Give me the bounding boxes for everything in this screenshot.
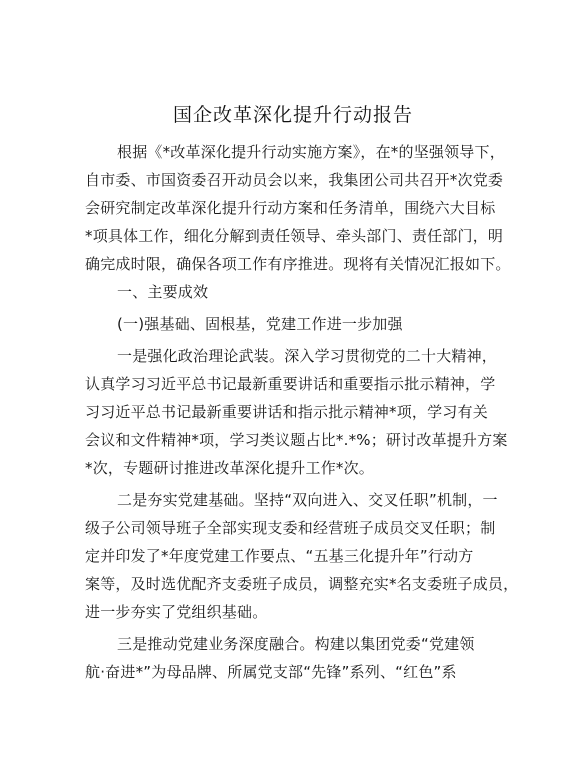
- para2-line-2: 级子公司领导班子全部实现支委和经营班子成员交叉任职；制: [85, 519, 496, 537]
- intro-line-1: 根据《*改革深化提升行动实施方案》，在*的坚强领导下，: [117, 143, 505, 161]
- para1-line-5: *次，专题研讨推进改革深化提升工作*次。: [85, 459, 375, 477]
- para1-line-4: 会议和文件精神*项，学习类议题占比*.*%；研讨改革提升方案: [85, 431, 508, 449]
- intro-line-2: 自市委、市国资委召开动员会以来，我集团公司共召开*次党委: [85, 171, 504, 189]
- document-title: 国企改革深化提升行动报告: [172, 104, 413, 126]
- para2-line-3: 定并印发了*年度党建工作要点、“五基三化提升年”行动方: [85, 547, 474, 565]
- para2-line-1: 二是夯实党建基础。坚持“双向进入、交叉任职”机制，一: [117, 491, 498, 509]
- intro-line-4: *项具体工作，细化分解到责任领导、牵头部门、责任部门，明: [85, 227, 504, 245]
- para2-line-4: 案等，及时选优配齐支委班子成员，调整充实*名支委班子成员，: [85, 575, 519, 593]
- para1-line-3: 习习近平总书记最新重要讲话和指示批示精神*项，学习有关: [85, 403, 488, 421]
- para2-line-5: 进一步夯实了党组织基础。: [85, 603, 268, 621]
- intro-line-3: 会研究制定改革深化提升行动方案和任务清单，围绕六大目标: [85, 199, 496, 217]
- subsection-heading: (一)强基础、固根基，党建工作进一步加强: [117, 315, 403, 333]
- para3-line-2: 航·奋进*”为母品牌、所属党支部“先锋”系列、“红色”系: [85, 663, 457, 681]
- intro-line-5: 确完成时限，确保各项工作有序推进。现将有关情况汇报如下。: [85, 255, 511, 273]
- section-heading: 一、主要成效: [117, 283, 209, 301]
- para1-line-2: 认真学习习近平总书记最新重要讲话和重要指示批示精神，学: [85, 375, 496, 393]
- para1-line-1: 一是强化政治理论武装。深入学习贯彻党的二十大精神，: [117, 347, 498, 365]
- para3-line-1: 三是推动党建业务深度融合。构建以集团党委“党建领: [117, 635, 475, 653]
